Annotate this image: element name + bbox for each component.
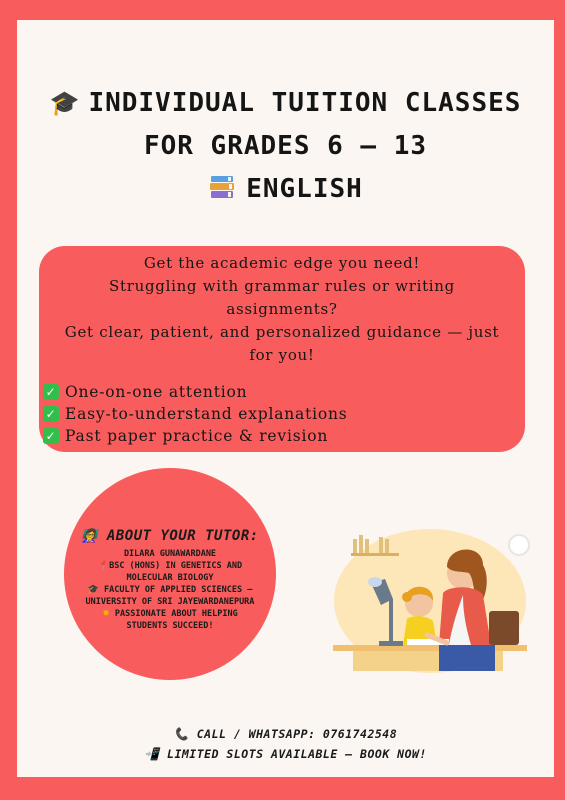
headline-line-1 [17, 82, 554, 125]
tutor-faculty [50, 584, 290, 596]
headline [17, 82, 554, 211]
slots-text: LIMITED SLOTS AVAILABLE – BOOK NOW! [167, 747, 427, 761]
headline-grades: FOR GRADES 6 – 13 [143, 131, 428, 161]
sparkle-icon: ✸ [102, 609, 110, 619]
intro-text [51, 252, 513, 367]
mobile-phone-icon: 📲 [144, 747, 160, 761]
degree-line-1: BSC (HONS) IN GENETICS AND [109, 561, 243, 571]
faculty-line-2: UNIVERSITY OF SRI JAYEWARDANEPURA [85, 597, 255, 607]
headline-title: INDIVIDUAL TUITION CLASSES [88, 88, 522, 118]
teacher-icon: 👩‍🏫 [81, 529, 98, 544]
graduation-cap-icon: 🎓 [49, 89, 81, 117]
feature-list [39, 381, 525, 447]
graduation-cap-icon: 🎓 [87, 585, 99, 595]
tutor-student-illustration [323, 515, 537, 680]
headline-line-3 [17, 168, 554, 211]
tutor-info [50, 528, 290, 632]
contact-call [17, 724, 554, 744]
faculty-line-1: FACULTY OF APPLIED SCIENCES – [103, 585, 253, 595]
call-text: CALL / WHATSAPP: 0761742548 [196, 727, 398, 741]
check-icon: ✓ [43, 406, 59, 422]
degree-line-2: MOLECULAR BIOLOGY [126, 573, 214, 583]
pin-icon: 📍 [97, 561, 110, 571]
feature-label: Past paper practice & revision [65, 427, 329, 445]
contact-slots [17, 744, 554, 764]
info-card [39, 246, 525, 452]
intro-line-1: Get the academic edge you need! [143, 254, 421, 272]
phone-icon: 📞 [173, 727, 190, 741]
feature-item [43, 381, 525, 403]
check-icon: ✓ [43, 384, 59, 400]
check-icon: ✓ [43, 428, 59, 444]
feature-label: One-on-one attention [65, 383, 248, 401]
tutor-passion [50, 608, 290, 620]
subject-title: ENGLISH [246, 174, 363, 204]
intro-line-3: Get clear, patient, and personalized guidance — just for you! [64, 323, 500, 364]
feature-label: Easy-to-understand explanations [65, 405, 348, 423]
tutor-circle [64, 468, 276, 680]
flyer-sheet [17, 20, 554, 777]
passion-line-1: PASSIONATE ABOUT HELPING [114, 609, 238, 619]
tutor-heading [50, 528, 290, 544]
intro-line-2: Struggling with grammar rules or writing assignments? [109, 277, 455, 318]
books-icon [208, 173, 236, 201]
tutor-title: ABOUT YOUR TUTOR: [106, 528, 259, 544]
tutor-name: DILARA GUNAWARDANE [123, 549, 217, 559]
passion-line-2: STUDENTS SUCCEED! [126, 621, 214, 631]
feature-item [43, 425, 525, 447]
tutor-degree [50, 560, 290, 572]
feature-item [43, 403, 525, 425]
contact-block [17, 724, 554, 764]
